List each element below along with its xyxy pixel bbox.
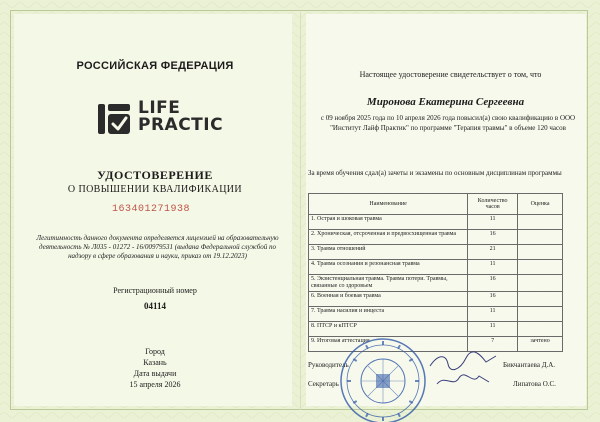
secretary-signature bbox=[433, 372, 493, 390]
holder-name: Миронова Екатерина Сергеевна bbox=[366, 96, 525, 108]
program-description: с 09 ноября 2025 года по 10 апреля 2026 года повысил(а) свою квалификацию в ООО "Институт Лайф Практик" по программе "Терапия травмы" в объеме 120 часов bbox=[320, 114, 576, 132]
discipline-grade bbox=[518, 215, 563, 230]
discipline-name: 8. ПТСР и кПТСР bbox=[309, 322, 468, 337]
issue-date: 15 апреля 2026 bbox=[129, 380, 181, 389]
discipline-hours: 7 bbox=[468, 337, 518, 352]
table-row bbox=[309, 307, 563, 322]
discipline-grade bbox=[518, 260, 563, 275]
director-name: Бикчантаева Д.А. bbox=[503, 361, 556, 369]
table-row bbox=[309, 292, 563, 307]
discipline-hours: 16 bbox=[468, 275, 518, 292]
discipline-grade bbox=[518, 245, 563, 260]
director-label: Руководитель bbox=[308, 361, 349, 369]
discipline-hours: 21 bbox=[468, 245, 518, 260]
logo-line2: PRACTIC bbox=[138, 115, 224, 135]
discipline-grade bbox=[518, 292, 563, 307]
reg-number: 04114 bbox=[143, 301, 166, 311]
table-row bbox=[309, 275, 563, 292]
col-header-name: Наименование bbox=[309, 194, 468, 215]
logo-mark-icon bbox=[96, 100, 134, 138]
discipline-grade: зачтено bbox=[518, 337, 563, 352]
left-page bbox=[20, 14, 290, 404]
issue-date-label: Дата выдачи bbox=[133, 369, 177, 378]
exams-statement: За время обучения сдал(а) зачеты и экзамены по основным дисциплинам программы bbox=[308, 169, 562, 177]
life-practic-logo bbox=[96, 100, 236, 140]
discipline-name: 5. Экзистенциальная травма. Травма потери. Травмы, связанные со здоровьем bbox=[309, 275, 468, 292]
table-row bbox=[309, 322, 563, 337]
discipline-hours: 11 bbox=[468, 322, 518, 337]
logo-line1: LIFE bbox=[138, 98, 181, 118]
discipline-name: 7. Травма насилия и инцеста bbox=[309, 307, 468, 322]
city-label: Город bbox=[145, 347, 165, 356]
table-row bbox=[309, 245, 563, 260]
intro-text: Настоящее удостоверение свидетельствует о том, что bbox=[359, 70, 542, 79]
discipline-name: 4. Травма осознания и резонансная травма bbox=[309, 260, 468, 275]
table-row bbox=[309, 215, 563, 230]
discipline-grade bbox=[518, 230, 563, 245]
right-page bbox=[308, 14, 583, 404]
city-value: Казань bbox=[143, 358, 167, 367]
discipline-name: 2. Хроническая, отсроченная и предвосхищенная травма bbox=[309, 230, 468, 245]
discipline-name: 3. Травма отношений bbox=[309, 245, 468, 260]
table-row bbox=[309, 260, 563, 275]
center-fold bbox=[300, 12, 301, 410]
country-heading: РОССИЙСКАЯ ФЕДЕРАЦИЯ bbox=[76, 60, 234, 72]
license-text: Легитимность данного документа определяется лицензией на образовательную деятельность № Л035 - 01272 - 16/00979531 (выдана Федеральной службой по надзору в сфере образования и науки, приказ от 19.12.2023) bbox=[36, 234, 279, 260]
discipline-grade bbox=[518, 307, 563, 322]
discipline-hours: 11 bbox=[468, 307, 518, 322]
discipline-hours: 11 bbox=[468, 260, 518, 275]
discipline-grade bbox=[518, 275, 563, 292]
table-header-row bbox=[309, 194, 563, 215]
discipline-name: 6. Военная и боевая травма bbox=[309, 292, 468, 307]
logo-text bbox=[138, 100, 223, 134]
serial-number: 163401271938 bbox=[112, 204, 191, 215]
document-title: УДОСТОВЕРЕНИЕ bbox=[97, 168, 213, 182]
official-seal-icon bbox=[338, 336, 428, 422]
col-header-hours: Количество часов bbox=[468, 194, 518, 215]
secretary-name: Липатова О.С. bbox=[513, 380, 556, 388]
director-signature bbox=[428, 350, 498, 372]
discipline-name: 1. Острая и шоковая травма bbox=[309, 215, 468, 230]
secretary-label: Секретарь bbox=[308, 380, 339, 388]
discipline-name: 9. Итоговая аттестация bbox=[309, 337, 468, 352]
discipline-hours: 16 bbox=[468, 230, 518, 245]
disciplines-table bbox=[308, 193, 563, 352]
table-row bbox=[309, 230, 563, 245]
discipline-hours: 16 bbox=[468, 292, 518, 307]
discipline-grade bbox=[518, 322, 563, 337]
reg-number-label: Регистрационный номер bbox=[113, 286, 197, 295]
document-subtitle: О ПОВЫШЕНИИ КВАЛИФИКАЦИИ bbox=[67, 184, 243, 195]
discipline-hours: 11 bbox=[468, 215, 518, 230]
col-header-grade: Оценка bbox=[518, 194, 563, 215]
